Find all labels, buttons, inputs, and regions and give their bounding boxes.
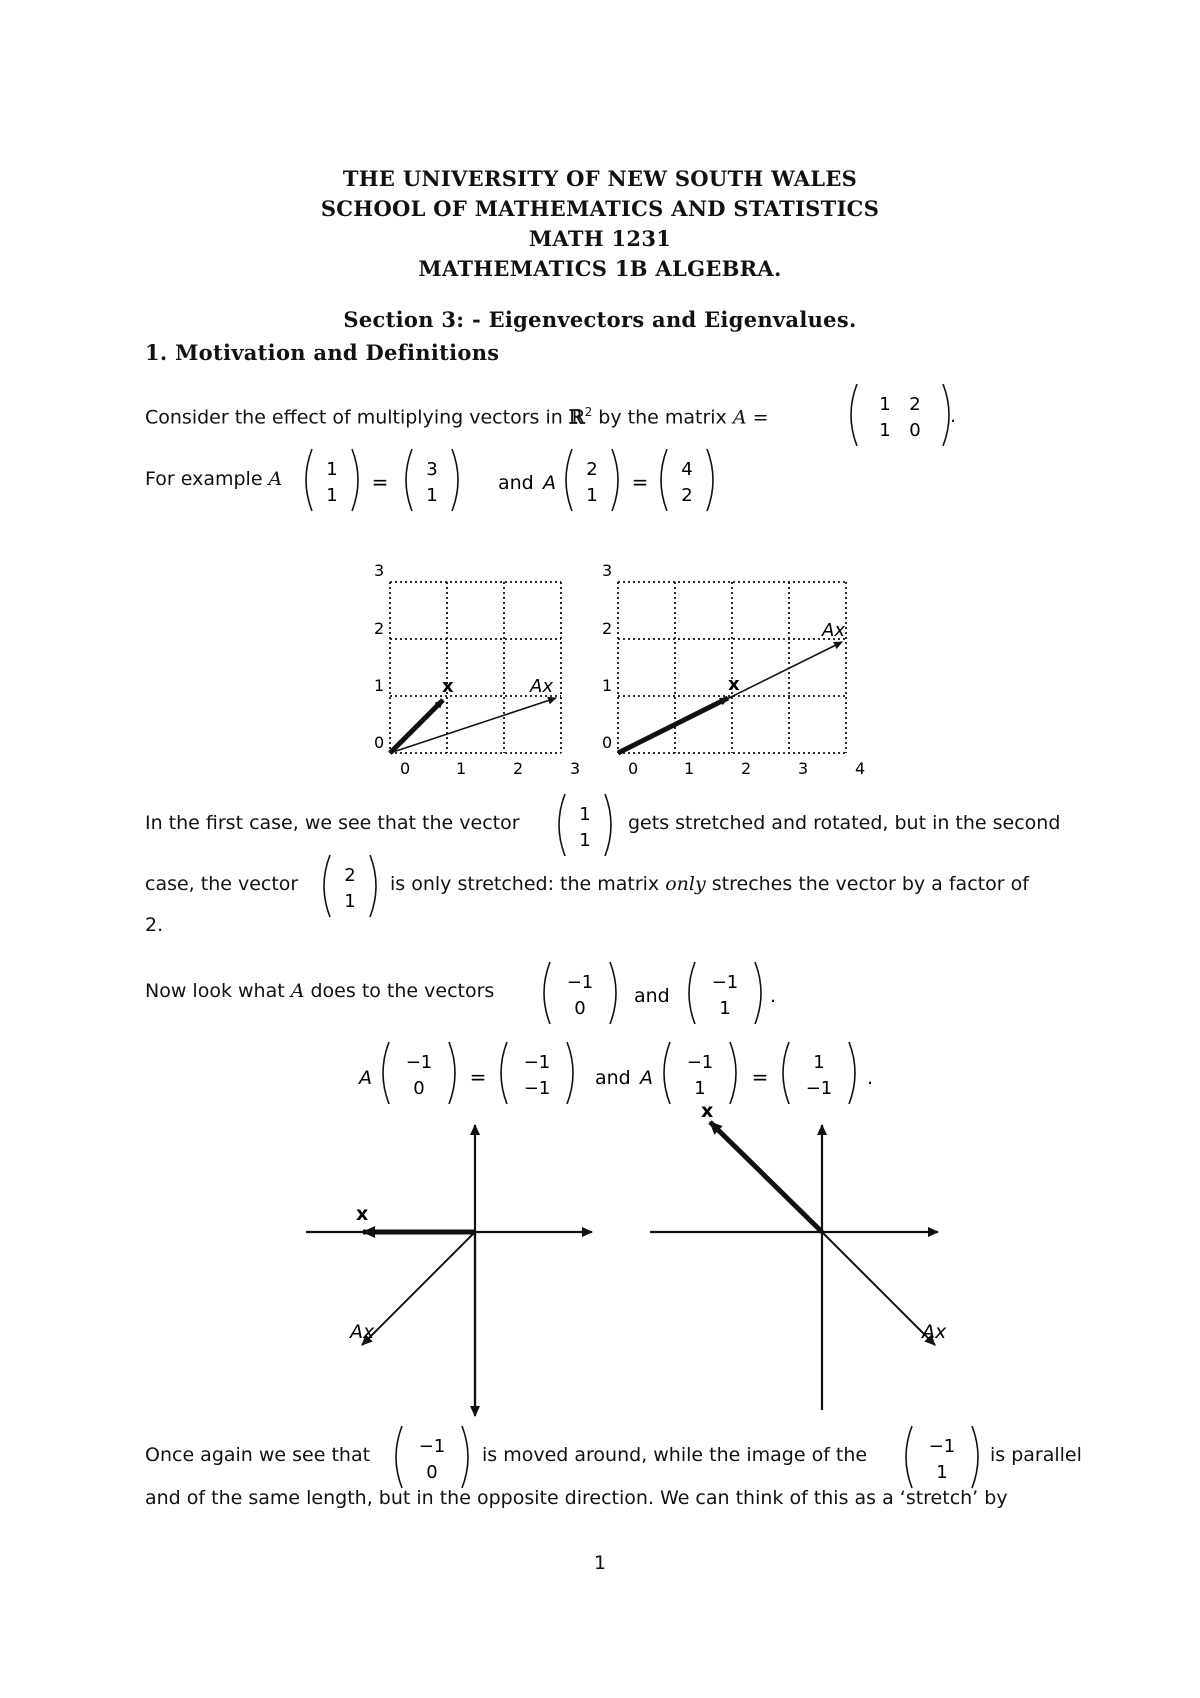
label-ax-right: Ax	[822, 620, 845, 641]
grid-right	[618, 582, 846, 753]
svg-text:1: 1	[813, 1052, 825, 1073]
svg-text:1: 1	[426, 485, 438, 506]
example-equations	[300, 445, 720, 515]
svg-text:−1: −1	[711, 972, 739, 993]
paragraph-4-a: Now look what A does to the vectors	[145, 980, 495, 1002]
paragraph-1: Consider the effect of multiplying vectors in ℝ$^2$ by the matrix A =	[145, 405, 769, 429]
paragraph-3-line-1-a: In the first case, we see that the vector	[145, 812, 520, 834]
svg-text:−1: −1	[805, 1078, 833, 1099]
figure-1	[360, 560, 880, 790]
svg-text:0: 0	[602, 733, 613, 752]
svg-text:2: 2	[681, 485, 693, 506]
subsection-title: 1. Motivation and Definitions	[145, 340, 500, 365]
course-title: MATHEMATICS 1B ALGEBRA.	[418, 256, 782, 281]
svg-text:1: 1	[344, 891, 356, 912]
svg-text:4: 4	[855, 759, 866, 778]
matrix-A	[845, 380, 955, 450]
course-code: MATH 1231	[528, 226, 672, 251]
svg-text:3: 3	[570, 759, 581, 778]
svg-text:2: 2	[513, 759, 524, 778]
svg-text:1: 1	[936, 1462, 948, 1483]
page-number: 1	[593, 1552, 607, 1574]
svg-text:A: A	[543, 472, 556, 494]
svg-text:and: and	[595, 1067, 631, 1089]
svg-text:−1: −1	[686, 1052, 714, 1073]
paragraph-5-b: is moved around, while the image of the	[482, 1444, 868, 1466]
paragraph-4-vectors	[538, 958, 798, 1028]
vector-ax-right	[618, 642, 842, 753]
section-title: Section 3: - Eigenvectors and Eigenvalues.	[343, 307, 857, 332]
vector-ax-left-2	[362, 1232, 475, 1345]
svg-text:.: .	[867, 1067, 874, 1089]
vector-neg1-0-inline	[390, 1422, 480, 1492]
vector-1-1	[306, 449, 358, 511]
svg-text:1: 1	[719, 998, 731, 1019]
svg-text:0: 0	[426, 1462, 438, 1483]
svg-text:2: 2	[344, 865, 356, 886]
svg-text:A: A	[640, 1067, 653, 1089]
paragraph-3-line-2-a: case, the vector	[145, 873, 299, 895]
svg-text:0: 0	[628, 759, 639, 778]
svg-text:3: 3	[374, 561, 385, 580]
label-x-right-2: x	[701, 1100, 714, 1122]
svg-text:−1: −1	[523, 1078, 551, 1099]
svg-text:=: =	[631, 470, 649, 494]
matrix-cell: 2	[909, 394, 921, 415]
school-name: SCHOOL OF MATHEMATICS AND STATISTICS	[320, 196, 880, 221]
axes-right	[650, 1125, 938, 1410]
svg-text:2: 2	[602, 619, 613, 638]
svg-text:1: 1	[326, 459, 338, 480]
svg-text:3: 3	[602, 561, 613, 580]
label-ax-left-2: Ax	[350, 1321, 375, 1343]
paragraph-5-c: is parallel	[990, 1444, 1082, 1466]
vector-1-1-inline	[553, 790, 623, 860]
svg-text:−1: −1	[566, 972, 594, 993]
svg-text:.: .	[770, 985, 777, 1007]
matrix-cell: 0	[909, 420, 921, 441]
paragraph-3-line-1-b: gets stretched and rotated, but in the second	[628, 812, 1061, 834]
svg-text:A: A	[359, 1067, 372, 1089]
ticks-right	[602, 561, 865, 778]
vector-2-1	[566, 449, 618, 511]
svg-text:1: 1	[579, 830, 591, 851]
paragraph-3-line-2-b: is only stretched: the matrix only streches the vector by a factor of	[390, 873, 1029, 895]
label-x-left-2: x	[356, 1203, 369, 1225]
period: .	[950, 405, 957, 427]
for-example-text: For example A	[145, 468, 283, 490]
svg-text:2: 2	[374, 619, 385, 638]
svg-text:0: 0	[374, 733, 385, 752]
svg-text:3: 3	[798, 759, 809, 778]
paragraph-5-a: Once again we see that	[145, 1444, 371, 1466]
label-ax-left: Ax	[530, 676, 553, 697]
svg-text:1: 1	[586, 485, 598, 506]
svg-text:=: =	[469, 1065, 487, 1089]
svg-text:0: 0	[574, 998, 586, 1019]
svg-text:0: 0	[400, 759, 411, 778]
svg-text:and: and	[634, 985, 670, 1007]
vector-neg1-1-inline	[900, 1422, 990, 1492]
svg-text:1: 1	[579, 804, 591, 825]
svg-text:=: =	[751, 1065, 769, 1089]
ticks-left	[374, 561, 580, 778]
figure-2	[300, 1100, 960, 1430]
paragraph-3-line-3: 2.	[145, 914, 164, 936]
vector-x-right-2	[710, 1122, 822, 1232]
matrix-cell: 1	[879, 394, 891, 415]
svg-text:=: =	[371, 470, 389, 494]
svg-text:2: 2	[741, 759, 752, 778]
label-x-right: x	[728, 674, 740, 695]
vector-4-2	[661, 449, 713, 511]
svg-text:3: 3	[426, 459, 438, 480]
svg-text:2: 2	[586, 459, 598, 480]
vector-3-1	[406, 449, 458, 511]
svg-text:1: 1	[602, 676, 613, 695]
svg-text:1: 1	[694, 1078, 706, 1099]
svg-text:−1: −1	[405, 1052, 433, 1073]
svg-text:−1: −1	[928, 1436, 956, 1457]
svg-text:1: 1	[326, 485, 338, 506]
svg-text:and: and	[498, 472, 534, 494]
svg-text:0: 0	[413, 1078, 425, 1099]
label-ax-right-2: Ax	[922, 1321, 947, 1343]
vector-ax-right-2	[822, 1232, 935, 1345]
paragraph-5-d: and of the same length, but in the opposite direction. We can think of this as a ‘stretch’ by	[145, 1487, 1008, 1509]
university-name: THE UNIVERSITY OF NEW SOUTH WALES	[342, 166, 858, 191]
svg-text:4: 4	[681, 459, 693, 480]
matrix-cell: 1	[879, 420, 891, 441]
vector-2-1-inline	[318, 851, 388, 921]
axes-left	[306, 1125, 592, 1416]
label-x-left: x	[442, 676, 454, 697]
svg-text:−1: −1	[418, 1436, 446, 1457]
svg-text:1: 1	[374, 676, 385, 695]
svg-text:1: 1	[684, 759, 695, 778]
svg-text:−1: −1	[523, 1052, 551, 1073]
svg-text:1: 1	[456, 759, 467, 778]
